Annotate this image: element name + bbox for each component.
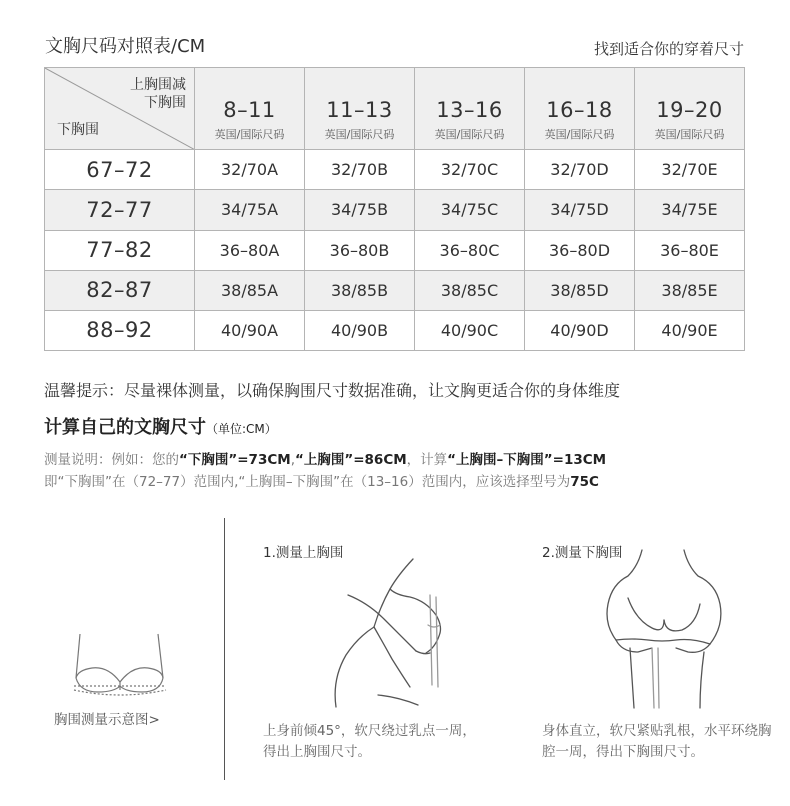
- size-cell: 34/75A: [195, 190, 305, 230]
- corner-header-cell: [45, 68, 195, 150]
- size-cell: 38/85A: [195, 270, 305, 310]
- size-cell: 32/70A: [195, 150, 305, 190]
- measurement-tip: 温馨提示：尽量裸体测量，以确保胸围尺寸数据准确，让文胸更适合你的身体维度: [44, 381, 621, 400]
- table-row: [45, 230, 745, 270]
- step1-description: 上身前倾45°，软尺绕过乳点一周，得出上胸围尺寸。: [263, 723, 476, 760]
- table-row: [45, 270, 745, 310]
- size-cell: 40/90B: [305, 310, 415, 350]
- step2-description: 身体直立，软尺紧贴乳根，水平环绕胸腔一周，得出下胸围尺寸。: [542, 723, 772, 760]
- column-standard: 英国/国际尺码: [434, 128, 505, 141]
- bra-illustration: [70, 630, 170, 702]
- section-divider: [224, 518, 225, 780]
- row-range: 72–77: [45, 190, 195, 230]
- column-standard: 英国/国际尺码: [324, 128, 395, 141]
- column-standard: 英国/国际尺码: [654, 128, 725, 141]
- size-cell: 38/85B: [305, 270, 415, 310]
- table-row: [45, 150, 745, 190]
- size-cell: 40/90C: [415, 310, 525, 350]
- measure-upper-bust-figure: [318, 555, 478, 710]
- example-text: ,: [290, 452, 295, 468]
- column-standard: 英国/国际尺码: [214, 128, 285, 141]
- size-cell: 40/90D: [525, 310, 635, 350]
- size-cell: 40/90A: [195, 310, 305, 350]
- page-subtitle: 找到适合你的穿着尺寸: [593, 40, 744, 58]
- column-range: 19–20: [656, 98, 723, 122]
- calc-section-title: [44, 413, 277, 439]
- table-row: [45, 190, 745, 230]
- page-title: 文胸尺码对照表/CM: [45, 36, 206, 57]
- column-header: [635, 68, 745, 150]
- calc-title-text: 计算自己的文胸尺寸: [44, 417, 206, 438]
- size-cell: 40/90E: [635, 310, 745, 350]
- row-range: 67–72: [45, 150, 195, 190]
- size-cell: 36–80C: [415, 230, 525, 270]
- example-highlight: “上胸围”=86CM: [294, 452, 407, 468]
- size-cell: 36–80D: [525, 230, 635, 270]
- column-range: 8–11: [223, 98, 276, 122]
- corner-top-line2: 下胸围: [144, 95, 186, 111]
- column-header: [195, 68, 305, 150]
- example-highlight: “下胸围”=73CM: [179, 452, 291, 468]
- size-cell: 34/75D: [525, 190, 635, 230]
- row-range: 77–82: [45, 230, 195, 270]
- corner-top-line1: 上胸围减: [130, 77, 186, 93]
- column-header: [415, 68, 525, 150]
- column-standard: 英国/国际尺码: [544, 128, 615, 141]
- size-cell: 36–80A: [195, 230, 305, 270]
- example-text: ，计算: [406, 452, 448, 468]
- size-chart-table: [44, 67, 745, 351]
- example-line-2: [44, 470, 599, 490]
- size-cell: 38/85E: [635, 270, 745, 310]
- example-text: 即“下胸围”在（72–77）范围内,“上胸围–下胸围”在（13–16）范围内，应该选择型号为: [44, 474, 571, 490]
- column-header: [525, 68, 635, 150]
- column-range: 11–13: [326, 98, 393, 122]
- measure-under-bust-figure: [592, 548, 732, 713]
- table-header-row: [45, 68, 745, 150]
- example-line-1: [44, 448, 606, 468]
- example-text: 测量说明：例如：您的: [44, 452, 179, 468]
- size-cell: 32/70C: [415, 150, 525, 190]
- column-header: [305, 68, 415, 150]
- calc-unit: （单位:CM）: [206, 422, 277, 436]
- corner-bottom-label: 下胸围: [57, 122, 99, 139]
- table-row: [45, 310, 745, 350]
- size-cell: 36–80B: [305, 230, 415, 270]
- row-range: 82–87: [45, 270, 195, 310]
- size-cell: 38/85C: [415, 270, 525, 310]
- example-highlight: “上胸围–下胸围”=13CM: [447, 452, 607, 468]
- corner-top-label: [130, 76, 186, 112]
- step1-title: 1.测量上胸围: [263, 545, 344, 561]
- bra-caption: 胸围测量示意图>: [54, 712, 160, 728]
- size-cell: 32/70E: [635, 150, 745, 190]
- size-cell: 34/75C: [415, 190, 525, 230]
- size-cell: 34/75E: [635, 190, 745, 230]
- size-cell: 36–80E: [635, 230, 745, 270]
- size-cell: 34/75B: [305, 190, 415, 230]
- row-range: 88–92: [45, 310, 195, 350]
- column-range: 16–18: [546, 98, 613, 122]
- size-cell: 32/70D: [525, 150, 635, 190]
- column-range: 13–16: [436, 98, 503, 122]
- example-highlight: 75C: [570, 474, 599, 490]
- size-cell: 32/70B: [305, 150, 415, 190]
- size-cell: 38/85D: [525, 270, 635, 310]
- step2-title: 2.测量下胸围: [542, 545, 623, 561]
